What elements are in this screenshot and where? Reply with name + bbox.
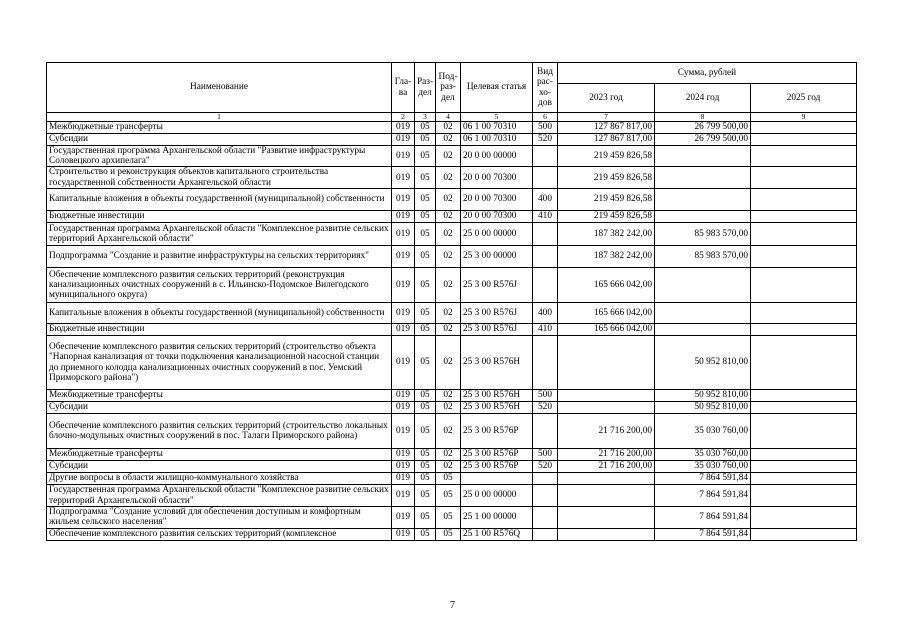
row-sum-2025 <box>751 336 857 390</box>
row-subsection: 02 <box>436 133 461 145</box>
row-name: Государственная программа Архангельской области "Комплексное развитие сельских территорий Архангельской области" <box>47 485 392 507</box>
row-sum-2024 <box>655 145 751 167</box>
row-sum-2024: 7 864 591,84 <box>655 528 751 540</box>
row-name: Другие вопросы в области жилищно-коммунального хозяйства <box>47 473 392 485</box>
row-chapter: 019 <box>392 449 415 461</box>
row-expense-type: 500 <box>533 121 558 133</box>
row-name: Подпрограмма "Создание условий для обеспечения доступным и комфортным жильем сельского населения" <box>47 506 392 528</box>
row-subsection: 02 <box>436 167 461 189</box>
row-sum-2024: 35 030 760,00 <box>655 414 751 449</box>
row-chapter: 019 <box>392 303 415 324</box>
row-subsection: 02 <box>436 223 461 246</box>
table-row <box>47 473 857 485</box>
row-subsection: 02 <box>436 268 461 303</box>
row-subsection: 02 <box>436 211 461 223</box>
column-numbers-row <box>47 113 857 122</box>
row-expense-type: 400 <box>533 303 558 324</box>
row-sum-2024 <box>655 268 751 303</box>
header-name: Наименование <box>47 63 392 113</box>
row-sum-2023 <box>558 506 655 528</box>
row-sum-2024: 50 952 810,00 <box>655 336 751 390</box>
row-subsection: 05 <box>436 528 461 540</box>
header-target: Целевая статья <box>461 63 533 113</box>
row-subsection: 05 <box>436 473 461 485</box>
row-target: 25 3 00 R576P <box>461 414 533 449</box>
row-section: 05 <box>415 145 436 167</box>
row-section: 05 <box>415 414 436 449</box>
row-name: Обеспечение комплексного развития сельских территорий (комплексное <box>47 528 392 540</box>
row-sum-2024: 35 030 760,00 <box>655 449 751 461</box>
row-sum-2023: 165 666 042,00 <box>558 324 655 336</box>
table-row <box>47 461 857 473</box>
row-name: Подпрограмма "Создание и развитие инфраструктуры на сельских территориях" <box>47 246 392 268</box>
row-name: Субсидии <box>47 402 392 414</box>
row-sum-2025 <box>751 390 857 402</box>
row-sum-2025 <box>751 167 857 189</box>
row-chapter: 019 <box>392 528 415 540</box>
row-target: 25 3 00 R576H <box>461 336 533 390</box>
row-sum-2025 <box>751 303 857 324</box>
row-section: 05 <box>415 461 436 473</box>
row-sum-2023 <box>558 402 655 414</box>
row-name: Государственная программа Архангельской области "Развитие инфраструктуры Соловецкого архипелага" <box>47 145 392 167</box>
row-chapter: 019 <box>392 414 415 449</box>
row-subsection: 02 <box>436 246 461 268</box>
row-chapter: 019 <box>392 268 415 303</box>
row-sum-2024: 50 952 810,00 <box>655 390 751 402</box>
row-chapter: 019 <box>392 246 415 268</box>
row-target: 25 3 00 R576J <box>461 303 533 324</box>
table-row <box>47 414 857 449</box>
row-target: 25 1 00 00000 <box>461 506 533 528</box>
row-sum-2023 <box>558 390 655 402</box>
table-row <box>47 145 857 167</box>
row-expense-type <box>533 167 558 189</box>
row-sum-2025 <box>751 223 857 246</box>
table-row <box>47 402 857 414</box>
row-name: Капитальные вложения в объекты государственной (муниципальной) собственности <box>47 189 392 211</box>
row-chapter: 019 <box>392 211 415 223</box>
row-sum-2023: 21 716 200,00 <box>558 414 655 449</box>
row-section: 05 <box>415 223 436 246</box>
row-subsection: 02 <box>436 461 461 473</box>
row-sum-2024: 7 864 591,84 <box>655 506 751 528</box>
column-number: 4 <box>436 113 461 122</box>
row-sum-2024 <box>655 324 751 336</box>
header-subsection: Под-раз-дел <box>436 63 461 113</box>
row-sum-2024: 85 983 570,00 <box>655 246 751 268</box>
row-expense-type <box>533 485 558 507</box>
row-sum-2023: 187 382 242,00 <box>558 223 655 246</box>
row-expense-type: 520 <box>533 461 558 473</box>
row-target: 25 3 00 R576J <box>461 324 533 336</box>
row-sum-2023: 187 382 242,00 <box>558 246 655 268</box>
row-target: 25 3 00 R576P <box>461 449 533 461</box>
row-section: 05 <box>415 390 436 402</box>
row-section: 05 <box>415 303 436 324</box>
row-subsection: 02 <box>436 390 461 402</box>
header-year-2024: 2024 год <box>655 84 751 113</box>
row-section: 05 <box>415 402 436 414</box>
row-chapter: 019 <box>392 461 415 473</box>
row-sum-2023 <box>558 336 655 390</box>
table-row <box>47 528 857 540</box>
row-chapter: 019 <box>392 145 415 167</box>
table-row <box>47 506 857 528</box>
row-sum-2024 <box>655 167 751 189</box>
header-section: Раз-дел <box>415 63 436 113</box>
row-expense-type <box>533 223 558 246</box>
row-sum-2023 <box>558 473 655 485</box>
row-sum-2025 <box>751 473 857 485</box>
row-subsection: 05 <box>436 485 461 507</box>
column-number: 1 <box>47 113 392 122</box>
row-subsection: 02 <box>436 414 461 449</box>
row-sum-2025 <box>751 506 857 528</box>
row-expense-type <box>533 473 558 485</box>
row-name: Субсидии <box>47 133 392 145</box>
row-section: 05 <box>415 246 436 268</box>
column-number: 3 <box>415 113 436 122</box>
row-chapter: 019 <box>392 402 415 414</box>
table-row <box>47 133 857 145</box>
table-row <box>47 223 857 246</box>
column-number: 5 <box>461 113 533 122</box>
row-target: 25 3 00 R576H <box>461 390 533 402</box>
row-name: Государственная программа Архангельской области "Комплексное развитие сельских территорий Архангельской области" <box>47 223 392 246</box>
row-section: 05 <box>415 449 436 461</box>
row-expense-type: 520 <box>533 133 558 145</box>
row-name: Бюджетные инвестиции <box>47 324 392 336</box>
row-section: 05 <box>415 506 436 528</box>
row-sum-2025 <box>751 211 857 223</box>
row-name: Межбюджетные трансферты <box>47 121 392 133</box>
row-expense-type <box>533 268 558 303</box>
row-subsection: 02 <box>436 303 461 324</box>
row-sum-2024: 35 030 760,00 <box>655 461 751 473</box>
row-section: 05 <box>415 189 436 211</box>
row-sum-2025 <box>751 246 857 268</box>
row-chapter: 019 <box>392 223 415 246</box>
row-sum-2025 <box>751 324 857 336</box>
row-chapter: 019 <box>392 336 415 390</box>
table-row <box>47 485 857 507</box>
row-sum-2025 <box>751 461 857 473</box>
row-expense-type: 410 <box>533 324 558 336</box>
row-chapter: 019 <box>392 485 415 507</box>
row-expense-type <box>533 506 558 528</box>
row-name: Капитальные вложения в объекты государственной (муниципальной) собственности <box>47 303 392 324</box>
row-sum-2023: 127 867 817,00 <box>558 121 655 133</box>
row-target: 25 3 00 R576P <box>461 461 533 473</box>
row-expense-type: 500 <box>533 390 558 402</box>
row-expense-type: 500 <box>533 449 558 461</box>
row-sum-2025 <box>751 189 857 211</box>
row-name: Обеспечение комплексного развития сельских территорий (строительство объекта "Напорная канализация от точки подключения канализационной насосной станции до приемного колодца канализационных очистных сооружений в пос. Уемский Приморского района") <box>47 336 392 390</box>
row-section: 05 <box>415 268 436 303</box>
row-sum-2023: 219 459 826,58 <box>558 211 655 223</box>
column-number: 9 <box>751 113 857 122</box>
row-sum-2025 <box>751 402 857 414</box>
row-name: Субсидии <box>47 461 392 473</box>
row-target <box>461 473 533 485</box>
table-row <box>47 324 857 336</box>
row-section: 05 <box>415 324 436 336</box>
row-sum-2025 <box>751 485 857 507</box>
row-expense-type <box>533 414 558 449</box>
row-sum-2024: 7 864 591,84 <box>655 473 751 485</box>
table-row <box>47 390 857 402</box>
budget-table <box>46 62 857 541</box>
row-sum-2023: 21 716 200,00 <box>558 461 655 473</box>
header-year-2025: 2025 год <box>751 84 857 113</box>
row-subsection: 02 <box>436 121 461 133</box>
row-target: 06 1 00 70310 <box>461 133 533 145</box>
row-sum-2023: 127 867 817,00 <box>558 133 655 145</box>
row-expense-type: 520 <box>533 402 558 414</box>
header-chapter: Гла-ва <box>392 63 415 113</box>
row-chapter: 019 <box>392 473 415 485</box>
row-sum-2024: 26 799 500,00 <box>655 121 751 133</box>
row-sum-2025 <box>751 449 857 461</box>
row-name: Обеспечение комплексного развития сельских территорий (реконструкция канализационных очистных сооружений в с. Ильинско-Подомское Вилегодского муниципального округа) <box>47 268 392 303</box>
row-target: 20 0 00 70300 <box>461 211 533 223</box>
header-sum: Сумма, рублей <box>558 63 857 84</box>
row-expense-type <box>533 528 558 540</box>
row-target: 20 0 00 00000 <box>461 145 533 167</box>
table-row <box>47 211 857 223</box>
row-target: 25 3 00 R576J <box>461 268 533 303</box>
header-year-2023: 2023 год <box>558 84 655 113</box>
row-target: 25 3 00 R576H <box>461 402 533 414</box>
row-sum-2023 <box>558 485 655 507</box>
row-sum-2025 <box>751 528 857 540</box>
row-sum-2025 <box>751 121 857 133</box>
row-expense-type: 400 <box>533 189 558 211</box>
row-sum-2023: 219 459 826,58 <box>558 167 655 189</box>
row-section: 05 <box>415 473 436 485</box>
page-number: 7 <box>450 600 455 611</box>
row-sum-2023: 219 459 826,58 <box>558 189 655 211</box>
row-sum-2023: 219 459 826,58 <box>558 145 655 167</box>
row-target: 06 1 00 70310 <box>461 121 533 133</box>
row-section: 05 <box>415 211 436 223</box>
row-target: 25 3 00 00000 <box>461 246 533 268</box>
row-section: 05 <box>415 485 436 507</box>
column-number: 6 <box>533 113 558 122</box>
table-row <box>47 303 857 324</box>
row-expense-type <box>533 336 558 390</box>
row-target: 25 0 00 00000 <box>461 223 533 246</box>
row-section: 05 <box>415 167 436 189</box>
row-sum-2024 <box>655 189 751 211</box>
row-sum-2025 <box>751 133 857 145</box>
row-target: 25 0 00 00000 <box>461 485 533 507</box>
table-row <box>47 449 857 461</box>
row-sum-2024: 50 952 810,00 <box>655 402 751 414</box>
row-name: Межбюджетные трансферты <box>47 449 392 461</box>
row-subsection: 02 <box>436 336 461 390</box>
row-chapter: 019 <box>392 189 415 211</box>
table-row <box>47 167 857 189</box>
row-subsection: 02 <box>436 402 461 414</box>
row-subsection: 05 <box>436 506 461 528</box>
table-row <box>47 121 857 133</box>
row-sum-2023 <box>558 528 655 540</box>
row-sum-2024: 26 799 500,00 <box>655 133 751 145</box>
row-section: 05 <box>415 133 436 145</box>
row-sum-2024: 85 983 570,00 <box>655 223 751 246</box>
row-sum-2025 <box>751 414 857 449</box>
row-name: Межбюджетные трансферты <box>47 390 392 402</box>
row-sum-2023: 165 666 042,00 <box>558 268 655 303</box>
row-target: 25 1 00 R576Q <box>461 528 533 540</box>
row-expense-type: 410 <box>533 211 558 223</box>
row-expense-type <box>533 246 558 268</box>
row-name: Строительство и реконструкция объектов капитального строительства государственной собственности Архангельской области <box>47 167 392 189</box>
table-row <box>47 268 857 303</box>
row-sum-2023: 165 666 042,00 <box>558 303 655 324</box>
row-chapter: 019 <box>392 506 415 528</box>
header-expense-type: Вид рас-хо-дов <box>533 63 558 113</box>
row-target: 20 0 00 70300 <box>461 167 533 189</box>
row-expense-type <box>533 145 558 167</box>
row-chapter: 019 <box>392 121 415 133</box>
row-subsection: 02 <box>436 189 461 211</box>
row-section: 05 <box>415 528 436 540</box>
row-name: Бюджетные инвестиции <box>47 211 392 223</box>
row-sum-2024: 7 864 591,84 <box>655 485 751 507</box>
row-subsection: 02 <box>436 324 461 336</box>
table-row <box>47 336 857 390</box>
row-sum-2024 <box>655 211 751 223</box>
row-section: 05 <box>415 121 436 133</box>
row-sum-2025 <box>751 268 857 303</box>
row-sum-2024 <box>655 303 751 324</box>
column-number: 7 <box>558 113 655 122</box>
column-number: 8 <box>655 113 751 122</box>
row-subsection: 02 <box>436 449 461 461</box>
row-target: 20 0 00 70300 <box>461 189 533 211</box>
table-row <box>47 189 857 211</box>
row-section: 05 <box>415 336 436 390</box>
row-sum-2025 <box>751 145 857 167</box>
row-sum-2023: 21 716 200,00 <box>558 449 655 461</box>
row-chapter: 019 <box>392 133 415 145</box>
table-row <box>47 246 857 268</box>
row-chapter: 019 <box>392 324 415 336</box>
row-chapter: 019 <box>392 167 415 189</box>
row-chapter: 019 <box>392 390 415 402</box>
column-number: 2 <box>392 113 415 122</box>
row-subsection: 02 <box>436 145 461 167</box>
row-name: Обеспечение комплексного развития сельских территорий (строительство локальных блочно-модульных очистных сооружений в пос. Талаги Приморского района) <box>47 414 392 449</box>
